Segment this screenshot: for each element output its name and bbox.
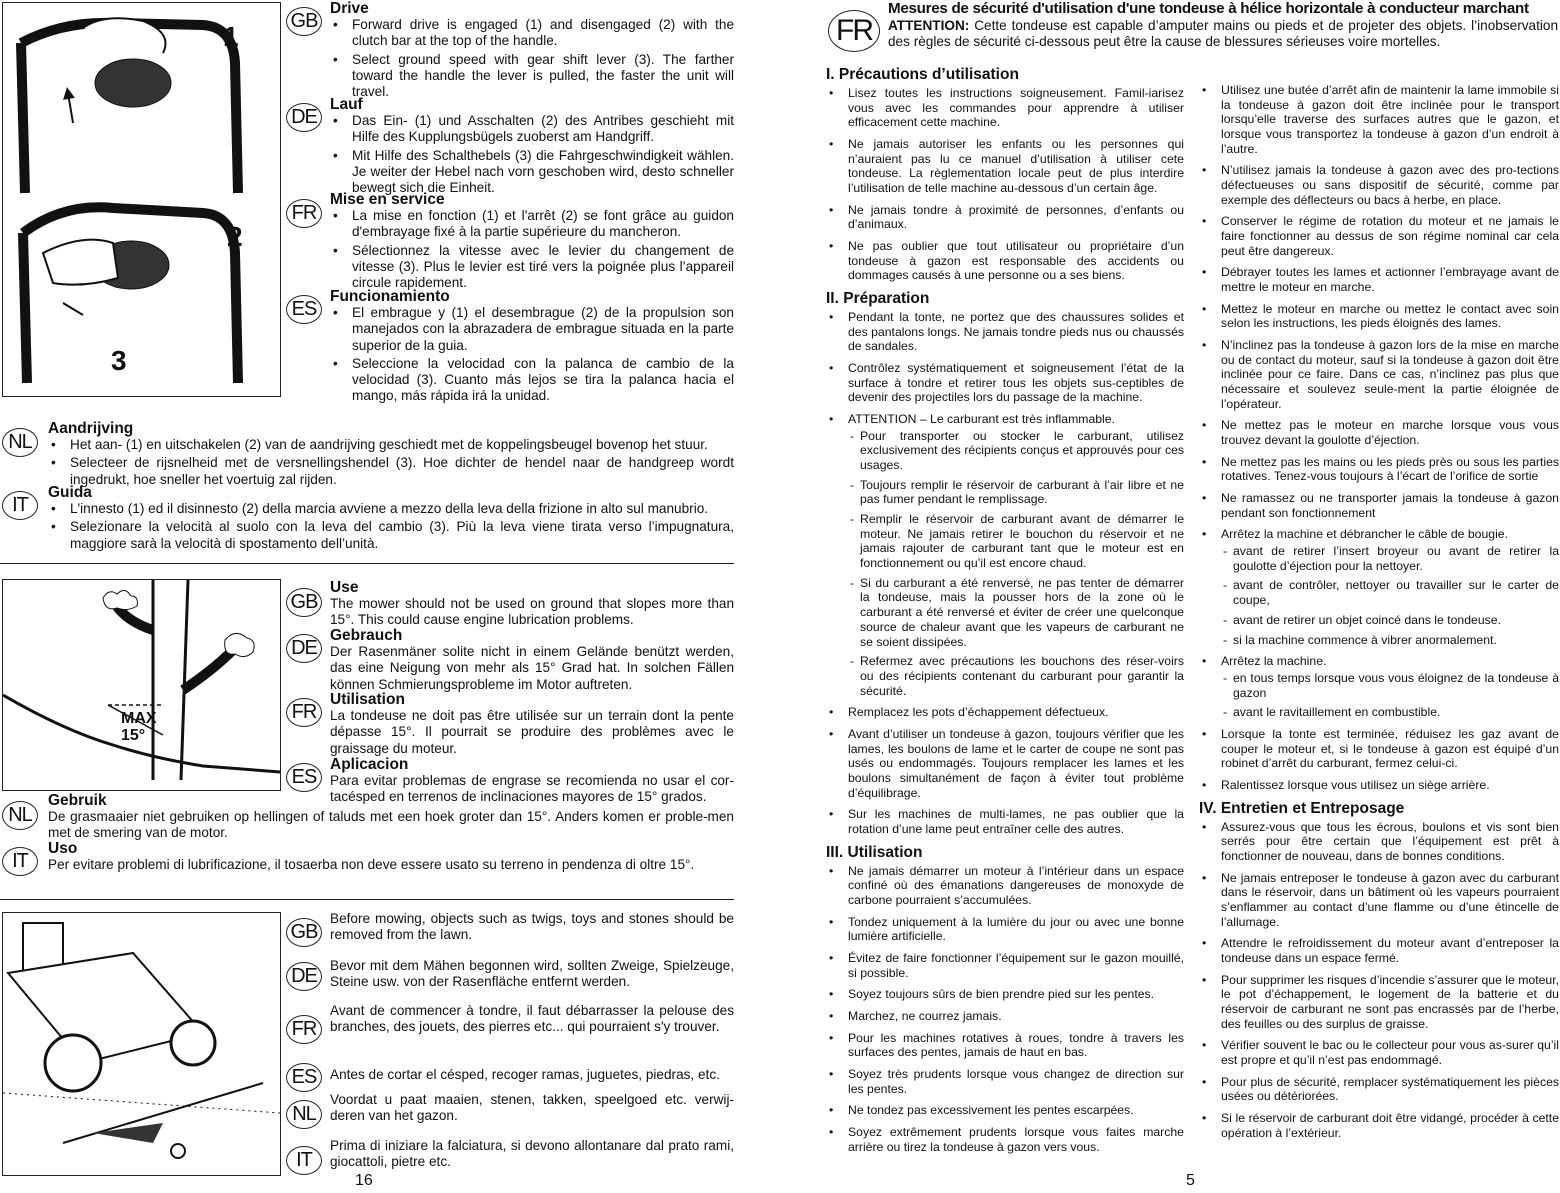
utilisation-item bbox=[1199, 654, 1559, 720]
use-fr-title: Utilisation bbox=[330, 691, 405, 708]
drive-it-title: Guida bbox=[48, 484, 92, 501]
lang-badge-de: DE bbox=[286, 634, 322, 663]
maintenance-item: • Pour plus de sécurité, remplacer systématiquement les pièces usées ou détériorées. bbox=[1199, 1075, 1559, 1104]
debris-it-text: Prima di iniziare la falciatura, si devono allontanare dal prato rami, giocattoli, pietre etc. bbox=[330, 1138, 734, 1170]
maintenance-item: • Pour supprimer les risques d’incendie s’assurer que le moteur, le pot d’échappement, le logement de la batterie et du réservoir de carburant ne sont pas encrassés par de l’herbe, des feuilles ou des surplus de graisse. bbox=[1199, 973, 1559, 1032]
lang-badge-nl: NL bbox=[2, 428, 38, 457]
preparation-item bbox=[826, 412, 1184, 698]
maintenance-item: • Ne jamais entreposer le tondeuse à gazon avec du carburant dans le réservoir, dans un bâtiment où les vapeurs pourraient s’enflammer au contact d’une flamme ou d’une étincelle de l’allumage. bbox=[1199, 871, 1559, 930]
figure-callout-3: 3 bbox=[111, 345, 127, 376]
fuel-subitem: - Toujours remplir le réservoir de carburant à l’air libre et ne pas fumer pendant le remplissage. bbox=[848, 478, 1184, 507]
use-it-section bbox=[48, 840, 734, 873]
use-es-title: Aplicacion bbox=[330, 756, 409, 773]
utilisation-item: • Évitez de faire fonctionner l’équipement sur le gazon mouillé, si possible. bbox=[826, 951, 1184, 980]
preparation-item: • Remplacez les pots d’échappement défectueux. bbox=[826, 705, 1184, 720]
utilisation-item: • Soyez très prudents lorsque vous changez de direction sur les pentes. bbox=[826, 1067, 1184, 1096]
lang-badge-fr: FR bbox=[286, 199, 322, 228]
drive-es-section bbox=[330, 288, 734, 407]
fuel-warning: ATTENTION – Le carburant est très inflammable. bbox=[848, 412, 1115, 427]
lang-badge-gb: GB bbox=[286, 918, 322, 947]
utilisation-item: • Lorsque la tonte est terminée, réduisez les gaz avant de couper le moteur et, si le tondeuse à gazon est équipé d’un robinet d’arrêt du carburant, fermez celui-ci. bbox=[1199, 727, 1559, 771]
drive-de-title: Lauf bbox=[330, 96, 363, 113]
use-it-text: Per evitare problemi di lubrificazione, il tosaerba non deve essere usato su terreno in pendenza di oltre 15°. bbox=[48, 857, 695, 872]
debris-gb-text: Before mowing, objects such as twigs, toys and stones should be removed from the lawn. bbox=[330, 911, 734, 943]
use-de-section bbox=[330, 627, 734, 693]
attention-text: Cette tondeuse est capable d’amputer mains ou pieds et de projeter des objets. l’inobservation des règles de sécurité ci-dessous peut être la cause de blessures sérieuses voire mortelles. bbox=[888, 18, 1558, 50]
utilisation-item: • N’utilisez jamais la tondeuse à gazon avec des pro-tections défectueuses ou sans dispositif de sécurité, comme par exemple des déflecteurs ou bacs à herbe, en place. bbox=[1199, 163, 1559, 207]
precaution-item: • Ne pas oublier que tout utilisateur ou propriétaire d’un tondeuse à gazon est responsable des accidents ou dommages causés à une personne ou a ses biens. bbox=[826, 239, 1184, 283]
drive-fr-item: • La mise en fonction (1) et l'arrêt (2) se font grâce au guidon d'embrayage fixé à la partie supérieure du mancheron. bbox=[330, 208, 734, 241]
page-number-left: 16 bbox=[355, 1172, 373, 1189]
lang-badge-de: DE bbox=[286, 103, 322, 132]
stop-subitem: - avant le ravitaillement en combustible. bbox=[1221, 705, 1559, 720]
section-title-precautions: I. Précautions d’utilisation bbox=[826, 66, 1019, 83]
lang-badge-it: IT bbox=[2, 491, 38, 520]
page-number-right: 5 bbox=[1186, 1172, 1195, 1189]
utilisation-item: • Conserver le régime de rotation du moteur et ne jamais le faire fonctionner au dessus de son régime nominal car cela peut être dangereux. bbox=[1199, 214, 1559, 258]
drive-es-item: • El embrague y (1) el desembrague (2) de la propulsion son manejados con la abrazadera de embrague situada en la parte superior de la guia. bbox=[330, 305, 734, 354]
use-gb-title: Use bbox=[330, 579, 359, 596]
use-nl-section bbox=[48, 792, 734, 842]
use-de-title: Gebrauch bbox=[330, 627, 403, 644]
debris-es-text: Antes de cortar el césped, recoger ramas, juguetes, piedras, etc. bbox=[330, 1067, 720, 1082]
drive-es-title: Funcionamiento bbox=[330, 288, 450, 305]
drive-nl-item: • Selecteer de rijsnelheid met de versnellingshendel (3). Hoe dichter de hendel naar de handgreep wordt ingedrukt, hoe sneller het voertuig zal rijden. bbox=[48, 455, 734, 488]
utilisation-item: • Ne jamais démarrer un moteur à l’intérieur dans un espace confiné où des émanations dangereuses de monoxyde de carbone pourraient s’accumulées. bbox=[826, 864, 1184, 908]
use-gb-section bbox=[330, 579, 734, 629]
drive-it-item: • Selezionare la velocità al suolo con la leva del cambio (3). Più la leva viene tirata verso l’impugnatura, maggiore sarà la velocità di spostamento dell’unità. bbox=[48, 519, 734, 552]
use-fr-text: La tondeuse ne doit pas être utilisée sur un terrain dont la pente dépasse 15°. Il pourrait se produire des problèmes avec le graissage du moteur. bbox=[330, 708, 734, 756]
debris-fr-text: Avant de commencer à tondre, il faut débarrasser la pelouse des branches, des jouets, des pierres etc... qui pourraient s'y trouver. bbox=[330, 1003, 734, 1035]
maintenance-item: • Si le réservoir de carburant doit être vidangé, procéder à cette opération à l’extérieur. bbox=[1199, 1111, 1559, 1140]
safety-column-1 bbox=[826, 66, 1184, 1161]
preparation-item: • Sur les machines de multi-lames, ne pas oublier que la rotation d’une lame peut entraîner celle des autres. bbox=[826, 807, 1184, 836]
drive-it-item: • L'innesto (1) ed il disinnesto (2) della marcia avviene a mezzo della leva della frizione in alto sul manubrio. bbox=[48, 501, 734, 517]
drive-gb-item: • Forward drive is engaged (1) and disengaged (2) with the clutch bar at the top of the handle. bbox=[330, 17, 734, 50]
stop-subitem: - avant de retirer un objet coincé dans le tondeuse. bbox=[1221, 613, 1559, 628]
use-it-title: Uso bbox=[48, 840, 78, 857]
drive-fr-section bbox=[330, 191, 734, 293]
lang-badge-nl: NL bbox=[2, 801, 38, 830]
utilisation-item: • Soyez extrêmement prudents lorsque vous faites marche arrière ou tirez la tondeuse à gazon vers vous. bbox=[826, 1125, 1184, 1154]
figure-callout-1: 1 bbox=[223, 21, 239, 52]
utilisation-item: • Ne tondez pas excessivement les pentes escarpées. bbox=[826, 1103, 1184, 1118]
drive-fr-title: Mise en service bbox=[330, 191, 445, 208]
use-gb-text: The mower should not be used on ground that slopes more than 15°. This could cause engine lubrication problems. bbox=[330, 596, 734, 628]
drive-de-section bbox=[330, 96, 734, 198]
use-nl-title: Gebruik bbox=[48, 792, 107, 809]
preparation-item: • Pendant la tonte, ne portez que des chaussures solides et des pantalons longs. Ne jamais tondre pieds nus ou chaussés de sandales. bbox=[826, 310, 1184, 354]
section-title-preparation: II. Préparation bbox=[826, 290, 930, 308]
attention-notice bbox=[888, 18, 1558, 51]
drive-gb-section bbox=[330, 0, 734, 102]
fuel-subitem: - Si du carburant a été renversé, ne pas tenter de démarrer la tondeuse, mais la pousser hors de la zone où le carburant a été renversé et éviter de créer une quelconque source de chaleur avant que les vapeurs de carburant ne se soient dissipées. bbox=[848, 576, 1184, 649]
fuel-subitem: - Remplir le réservoir de carburant avant de démarrer le moteur. Ne jamais retirer le bouchon du réservoir et ne jamais rajouter de carburant tant que le moteur est en fonctionnement ou qu’il est encore chaud. bbox=[848, 512, 1184, 571]
handle-drawing bbox=[3, 3, 280, 396]
utilisation-item: • Soyez toujours sûrs de bien prendre pied sur les pentes. bbox=[826, 987, 1184, 1002]
drive-nl-section bbox=[48, 420, 734, 490]
stop-subitem: - en tous temps lorsque vous vous éloignez de la tondeuse à gazon bbox=[1221, 671, 1559, 700]
safety-column-2 bbox=[1199, 83, 1559, 1147]
section-title-utilisation: III. Utilisation bbox=[826, 843, 923, 861]
utilisation-item: • Marchez, ne courrez jamais. bbox=[826, 1009, 1184, 1024]
utilisation-item: • Tondez uniquement à la lumière du jour ou avec une bonne lumière artificielle. bbox=[826, 915, 1184, 944]
debris-nl-text: Voordat u paat maaien, stenen, takken, speelgoed etc. verwij-deren van het gazon. bbox=[330, 1092, 734, 1124]
slope-drawing bbox=[3, 580, 280, 790]
utilisation-item: • Utilisez une butée d’arrêt afin de maintenir la lame immobile si la tondeuse à gazon doit être inclinée pour le transport lorsqu’elle traverse des surfaces autres que le gazon, et lorsque vous transportez la tondeuse à gazon d’un endroit à l’autre. bbox=[1199, 83, 1559, 156]
section-divider bbox=[0, 899, 734, 900]
lang-badge-fr: FR bbox=[286, 1015, 322, 1044]
utilisation-item: • Mettez le moteur en marche ou mettez le contact avec soin selon les instructions, les pieds éloignés des lames. bbox=[1199, 302, 1559, 331]
drive-gb-item: • Select ground speed with gear shift lever (3). The farther toward the handle the lever is pulled, the faster the unit will travel. bbox=[330, 52, 734, 101]
stop-machine-text: Arrêtez la machine et débrancher le câble de bougie. bbox=[1221, 527, 1509, 542]
lang-badge-es: ES bbox=[286, 1063, 322, 1092]
preparation-item: • Avant d’utiliser un tondeuse à gazon, toujours vérifier que les lames, les boulons de lame et le carter de coupe ne sont pas usés ou endommagés. Toujours remplacer les lames et les boulons simultanément de façon à éviter tout problème d’équilibrage. bbox=[826, 727, 1184, 800]
drive-de-item: • Das Ein- (1) und Asschalten (2) des Antribes geschieht mit Hilfe des Kupplungsbügels zuoberst am Handgriff. bbox=[330, 113, 734, 146]
drive-es-item: • Seleccione la velocidad con la palanca de cambio de la velocidad (3). Cuanto más lejos se tira la palanca hacia el mango, más rápida irá la unidad. bbox=[330, 356, 734, 405]
lang-badge-de: DE bbox=[286, 962, 322, 991]
lang-badge-gb: GB bbox=[286, 7, 322, 36]
drive-nl-title: Aandrijving bbox=[48, 420, 134, 437]
attention-label: ATTENTION: bbox=[888, 18, 970, 33]
drive-de-item: • Mit Hilfe des Schalthebels (3) die Fahrgeschwindigkeit wählen. Je weiter der Hebel nach vorn geschoben wird, desto schneller bewegt sich die Einheit. bbox=[330, 148, 734, 197]
section-divider bbox=[0, 563, 734, 564]
precaution-item: • Ne jamais tondre à proximité de personnes, d’enfants ou d’animaux. bbox=[826, 203, 1184, 232]
preparation-item: • Contrôlez systématiquement et soigneusement l’état de la surface à tondre et retirer tous les objets sus-ceptibles de devenir des projectiles lors du passage de la machine. bbox=[826, 361, 1184, 405]
max-slope-label: MAX 15° bbox=[121, 710, 157, 744]
lang-badge-it: IT bbox=[286, 1146, 322, 1175]
drive-illustration bbox=[2, 2, 281, 397]
stop-subitem: - si la machine commence à vibrer anormalement. bbox=[1221, 633, 1559, 648]
slope-illustration bbox=[2, 579, 281, 791]
use-nl-text: De grasmaaier niet gebruiken op hellingen of taluds met een hoek groter dan 15°. Anders komen er proble-men met de smering van de motor. bbox=[48, 809, 734, 841]
utilisation-item: • Ne ramassez ou ne transporter jamais la tondeuse à gazon pendant son fonctionnement bbox=[1199, 491, 1559, 520]
mower-debris-drawing bbox=[3, 913, 280, 1175]
utilisation-item: • Pour les machines rotatives à roues, tondre à travers les surfaces des pentes, jamais de haut en bas. bbox=[826, 1031, 1184, 1060]
utilisation-item: • Ralentissez lorsque vous utilisez un siège arrière. bbox=[1199, 778, 1559, 793]
utilisation-item: • Débrayer toutes les lames et actionner l’embrayage avant de mettre le moteur en marche. bbox=[1199, 265, 1559, 294]
drive-it-section bbox=[48, 484, 734, 554]
maintenance-item: • Vérifier souvent le bac ou le collecteur pour vous as-surer qu’il est propre et qu’il n’est pas endommagé. bbox=[1199, 1038, 1559, 1067]
lang-badge-fr-large: FR bbox=[828, 10, 880, 52]
stop-machine-text: Arrêtez la machine. bbox=[1221, 654, 1327, 669]
use-es-text: Para evitar problemas de engrase se recomienda no usar el cor-tacésped en terrenos de inclinaciones mayores de 15° grados. bbox=[330, 773, 734, 805]
utilisation-item: • N’inclinez pas la tondeuse à gazon lors de la mise en marche ou de contact du moteur, sauf si la tondeuse à gazon doit être inclinée pour ce faire. Dans ce cas, n’inclinez pas plus que nécessaire et soulevez seule-ment la partie éloignée de l’opérateur. bbox=[1199, 338, 1559, 411]
utilisation-item: • Ne mettez pas les mains ou les pieds près ou sous les parties rotatives. Tenez-vous toujours à l’écart de l’orifice de sortie bbox=[1199, 455, 1559, 484]
stop-subitem: - avant de contrôler, nettoyer ou travailler sur le carter de coupe, bbox=[1221, 578, 1559, 607]
fuel-subitem: - Pour transporter ou stocker le carburant, utilisez exclusivement des récipients conçus et approuvés pour ces usages. bbox=[848, 429, 1184, 473]
lang-badge-fr: FR bbox=[286, 698, 322, 727]
lang-badge-nl: NL bbox=[286, 1100, 322, 1129]
drive-nl-item: • Het aan- (1) en uitschakelen (2) van de aandrijving geschiedt met de koppelingsbeugel bovenop het stuur. bbox=[48, 437, 734, 453]
right-title: Mesures de sécurité d'utilisation d'une tondeuse à hélice horizontale à conducteur marchant bbox=[888, 0, 1529, 17]
precaution-item: • Ne jamais autoriser les enfants ou les personnes qui n’auraient pas lu ce manuel d’utilisation à utiliser cete tondeuse. La règlementation locale peut de plus interdire l’utilisation de telle machine au-dessous d’un certain âge. bbox=[826, 137, 1184, 196]
lang-badge-it: IT bbox=[2, 847, 38, 876]
drive-fr-item: • Sélectionnez la vitesse avec le levier du changement de vitesse (3). Plus le levier est tiré vers la poignée plus l’appareil circule rapidement. bbox=[330, 243, 734, 292]
lang-badge-es: ES bbox=[286, 295, 322, 324]
maintenance-item: • Attendre le refroidissement du moteur avant d’entreposer la tondeuse dans un espace fermé. bbox=[1199, 936, 1559, 965]
lang-badge-gb: GB bbox=[286, 588, 322, 617]
figure-callout-2: 2 bbox=[227, 221, 243, 252]
lang-badge-es: ES bbox=[286, 763, 322, 792]
utilisation-item: • Ne mettez pas le moteur en marche lorsque vous vous trouvez devant la goulotte d’éjection. bbox=[1199, 418, 1559, 447]
debris-illustration bbox=[2, 912, 281, 1176]
stop-subitem: - avant de retirer l’insert broyeur ou avant de retirer la goulotte d’éjection pour la nettoyer. bbox=[1221, 544, 1559, 573]
fuel-subitem: - Refermez avec précautions les bouchons des réser-voirs ou des récipients contenant du carburant pour garantir la sécurité. bbox=[848, 654, 1184, 698]
use-de-text: Der Rasenmäner solite nicht in einem Gelände benützt werden, das eine Neigung von mehr als 15° Grad hat. In solchen Fällen können Schmierungsprobleme im Motor auftreten. bbox=[330, 644, 734, 692]
section-title-maintenance: IV. Entretien et Entreposage bbox=[1199, 799, 1405, 817]
precaution-item: • Lisez toutes les instructions soigneusement. Famil-iarisez vous avec les commandes pour apprendre à utiliser efficacement cette machine. bbox=[826, 86, 1184, 130]
drive-gb-title: Drive bbox=[330, 0, 369, 17]
maintenance-item: • Assurez-vous que tous les écrous, boulons et vis sont bien serrés pour être certain que l’équipement est prêt à fonctionner de nouveau, dans de bonnes conditions. bbox=[1199, 820, 1559, 864]
utilisation-item bbox=[1199, 527, 1559, 647]
use-fr-section bbox=[330, 691, 734, 757]
debris-de-text: Bevor mit dem Mähen begonnen wird, sollten Zweige, Spielzeuge, Steine usw. von der Rasenfläche entfernt werden. bbox=[330, 958, 734, 990]
